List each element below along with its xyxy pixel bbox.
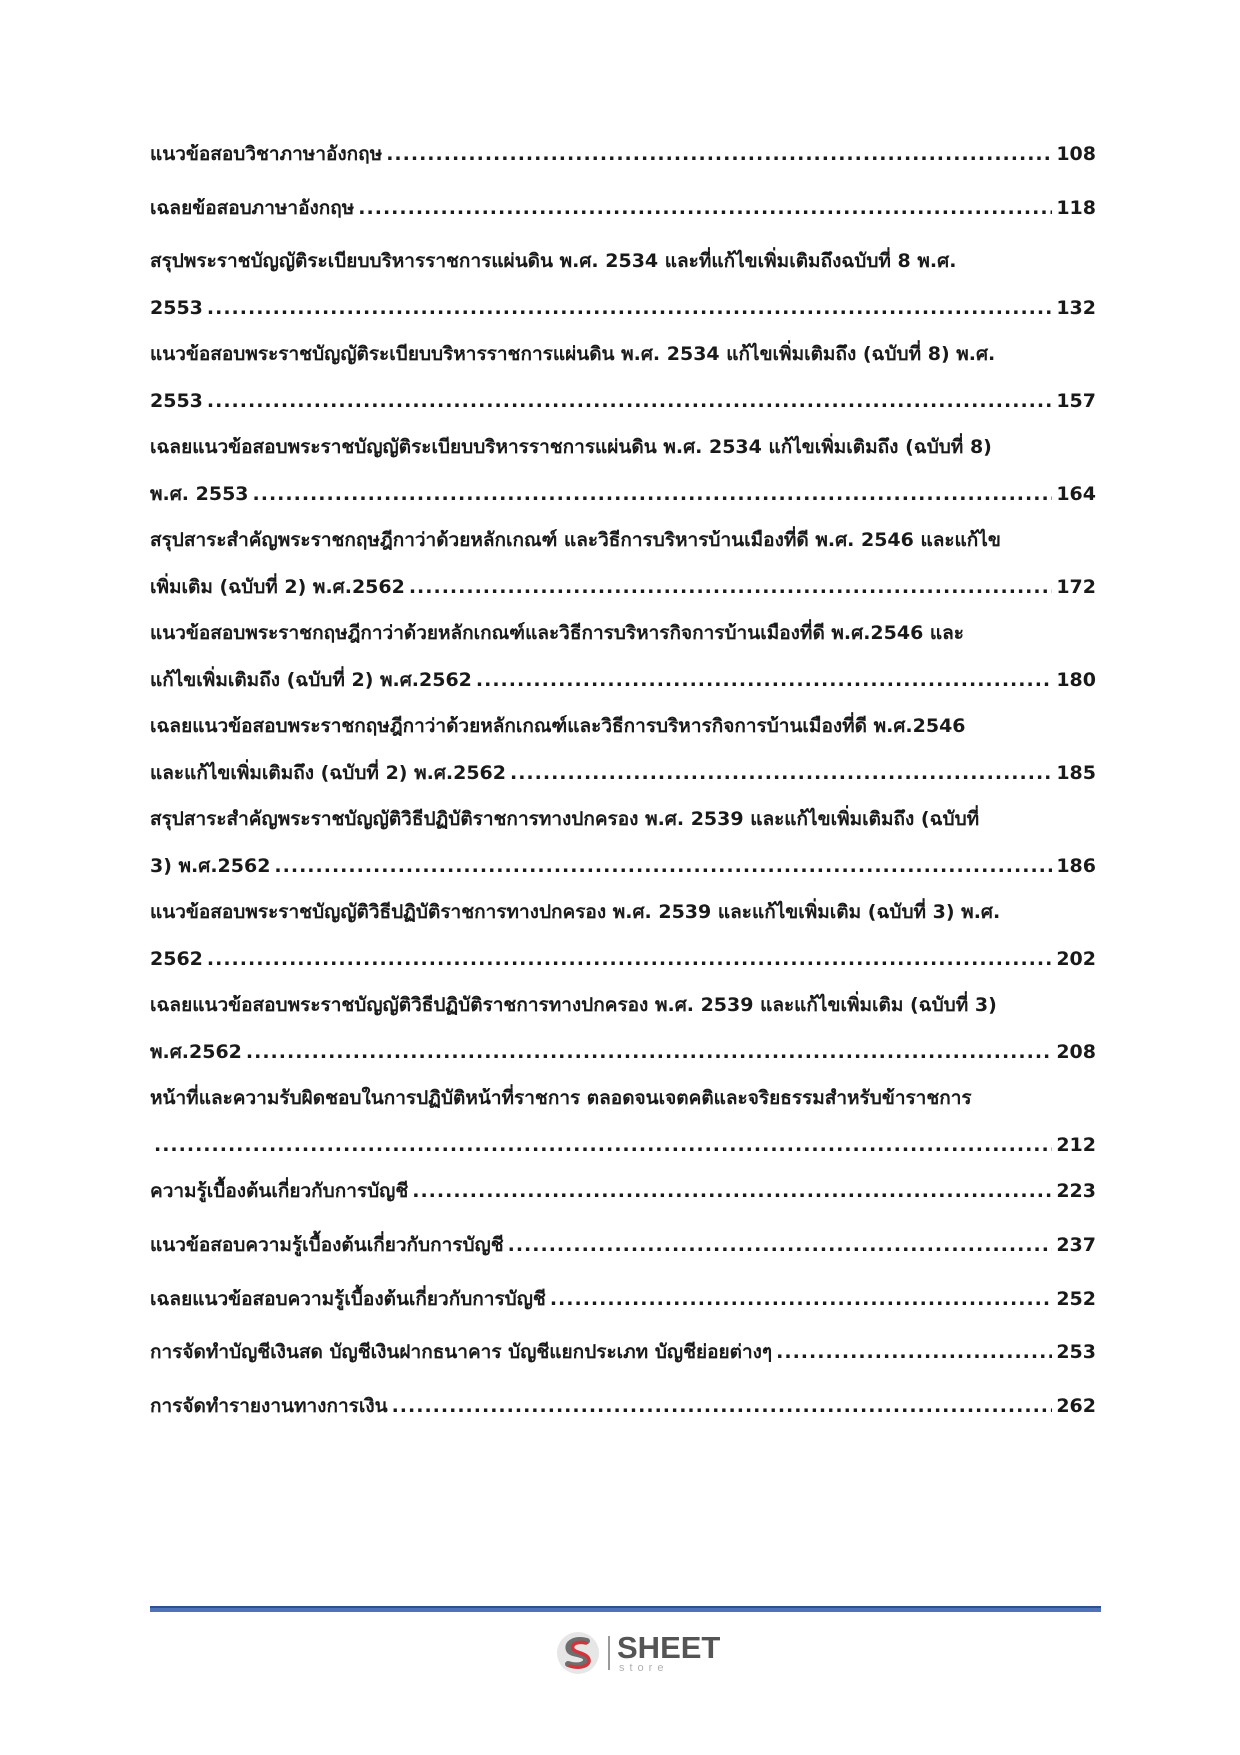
dot-leader [550, 1286, 1053, 1312]
dot-leader [154, 1132, 1052, 1158]
dot-leader [207, 946, 1052, 972]
toc-page-number: 202 [1056, 948, 1096, 970]
toc-entry-last-line [150, 141, 1096, 167]
toc-entry-title: เฉลยข้อสอบภาษาอังกฤษ [150, 197, 355, 219]
dot-leader [207, 295, 1052, 321]
dot-leader [476, 667, 1052, 693]
toc-page-number: 208 [1056, 1041, 1096, 1063]
dot-leader [274, 853, 1052, 879]
toc-entry-title: แก้ไขเพิ่มเติมถึง (ฉบับที่ 2) พ.ศ.2562 [150, 669, 472, 691]
toc-entry-line [150, 713, 1096, 739]
toc-entry-last-line [150, 1039, 1096, 1065]
toc-entry-last-line [150, 195, 1096, 221]
toc-entry-title: เฉลยแนวข้อสอบพระราชบัญญัติระเบียบบริหารราชการแผ่นดิน พ.ศ. 2534 แก้ไขเพิ่มเติมถึง (ฉบับที่ 8) [150, 436, 992, 458]
toc-page-number: 252 [1056, 1288, 1096, 1310]
toc-page-number: 157 [1056, 390, 1096, 412]
toc-page-number: 164 [1056, 483, 1096, 505]
toc-entry-last-line [150, 481, 1096, 507]
toc-entry-line [150, 1085, 1096, 1111]
toc-page-number: 108 [1056, 143, 1096, 165]
toc-entry-title: เฉลยแนวข้อสอบความรู้เบื้องต้นเกี่ยวกับการบัญชี [150, 1288, 546, 1310]
toc-entry-title: พ.ศ. 2553 [150, 483, 249, 505]
toc-entry-title: สรุปพระราชบัญญัติระเบียบบริหารราชการแผ่นดิน พ.ศ. 2534 และที่แก้ไขเพิ่มเติมถึงฉบับที่ 8 พ.ศ. [150, 250, 957, 272]
toc-entry-title: การจัดทำบัญชีเงินสด บัญชีเงินฝากธนาคาร บัญชีแยกประเภท บัญชีย่อยต่างๆ [150, 1341, 773, 1363]
toc-entry-title: ความรู้เบื้องต้นเกี่ยวกับการบัญชี [150, 1180, 409, 1202]
toc-entry-last-line [150, 946, 1096, 972]
toc-entry-last-line [150, 574, 1096, 600]
toc-entry-last-line [150, 1178, 1096, 1204]
toc-entry-title: แนวข้อสอบพระราชบัญญัติวิธีปฏิบัติราชการทางปกครอง พ.ศ. 2539 และแก้ไขเพิ่มเติม (ฉบับที่ 3) พ.ศ. [150, 901, 1001, 923]
dot-leader [207, 388, 1052, 414]
toc-entry-title: เพิ่มเติม (ฉบับที่ 2) พ.ศ.2562 [150, 576, 405, 598]
toc-entry-last-line [150, 667, 1096, 693]
toc-entry-title: เฉลยแนวข้อสอบพระราชกฤษฎีกาว่าด้วยหลักเกณฑ์และวิธีการบริหารกิจการบ้านเมืองที่ดี พ.ศ.2546 [150, 715, 966, 737]
toc-page-number: 262 [1056, 1395, 1096, 1417]
toc-page-number: 118 [1056, 197, 1096, 219]
dot-leader [358, 195, 1052, 221]
toc-entry-last-line [150, 1286, 1096, 1312]
toc-entry-last-line [150, 1232, 1096, 1258]
toc-entry-title: สรุปสาระสำคัญพระราชบัญญัติวิธีปฏิบัติราชการทางปกครอง พ.ศ. 2539 และแก้ไขเพิ่มเติมถึง (ฉบับที่ [150, 808, 980, 830]
toc-entry-title: การจัดทำรายงานทางการเงิน [150, 1395, 388, 1417]
toc-entry-last-line [150, 1132, 1096, 1158]
dot-leader [510, 760, 1052, 786]
toc-page-number: 253 [1056, 1341, 1096, 1363]
logo-subtitle: store [619, 1662, 669, 1674]
toc-entry-title: แนวข้อสอบพระราชบัญญัติระเบียบบริหารราชการแผ่นดิน พ.ศ. 2534 แก้ไขเพิ่มเติมถึง (ฉบับที่ 8) พ.ศ. [150, 343, 996, 365]
toc-entry-title: และแก้ไขเพิ่มเติมถึง (ฉบับที่ 2) พ.ศ.2562 [150, 762, 506, 784]
toc-entry-title: หน้าที่และความรับผิดชอบในการปฏิบัติหน้าที่ราชการ ตลอดจนเจตคติและจริยธรรมสำหรับข้าราชการ [150, 1087, 972, 1109]
dot-leader [409, 574, 1053, 600]
toc-entry-last-line [150, 1393, 1096, 1419]
toc-page-number: 223 [1056, 1180, 1096, 1202]
toc-entry-line [150, 899, 1096, 925]
toc-entry-title: แนวข้อสอบพระราชกฤษฎีกาว่าด้วยหลักเกณฑ์และวิธีการบริหารกิจการบ้านเมืองที่ดี พ.ศ.2546 และ [150, 622, 965, 644]
dot-leader [392, 1393, 1053, 1419]
dot-leader [253, 481, 1053, 507]
toc-entry-line [150, 341, 1096, 367]
toc-page-number: 172 [1056, 576, 1096, 598]
toc-page-number: 186 [1056, 855, 1096, 877]
logo-divider [608, 1636, 610, 1670]
dot-leader [412, 1178, 1052, 1204]
toc-entry-title: 3) พ.ศ.2562 [150, 855, 271, 877]
toc-entry-last-line [150, 295, 1096, 321]
dot-leader [776, 1339, 1052, 1365]
toc-entry-title: แนวข้อสอบความรู้เบื้องต้นเกี่ยวกับการบัญชี [150, 1234, 504, 1256]
toc-page-number: 132 [1056, 297, 1096, 319]
sheet-store-logo-icon [555, 1630, 601, 1676]
toc-page-number: 212 [1056, 1134, 1096, 1156]
toc-entry-title: 2553 [150, 390, 203, 412]
toc-entry-line [150, 620, 1096, 646]
toc-entry-title: 2553 [150, 297, 203, 319]
toc-entry-title: แนวข้อสอบวิชาภาษาอังกฤษ [150, 143, 383, 165]
toc-entry-title: พ.ศ.2562 [150, 1041, 242, 1063]
dot-leader [508, 1232, 1053, 1258]
toc-entry-last-line [150, 853, 1096, 879]
toc-entry-last-line [150, 760, 1096, 786]
toc-entry-line [150, 248, 1096, 274]
toc-page-number: 180 [1056, 669, 1096, 691]
toc-entry-last-line [150, 388, 1096, 414]
sheet-store-logo [555, 1630, 725, 1682]
toc-entry-title: 2562 [150, 948, 203, 970]
toc-entry-line [150, 806, 1096, 832]
logo-wordmark: SHEET [617, 1630, 721, 1665]
toc-entry-title: เฉลยแนวข้อสอบพระราชบัญญัติวิธีปฏิบัติราชการทางปกครอง พ.ศ. 2539 และแก้ไขเพิ่มเติม (ฉบับที่ 3) [150, 994, 997, 1016]
toc-page-number: 237 [1056, 1234, 1096, 1256]
footer-rule [150, 1606, 1101, 1612]
toc-entry-last-line [150, 1339, 1096, 1365]
toc-page-number: 185 [1056, 762, 1096, 784]
toc-entry-line [150, 527, 1096, 553]
dot-leader [386, 141, 1052, 167]
toc-entry-line [150, 992, 1096, 1018]
dot-leader [246, 1039, 1052, 1065]
toc-entry-title: สรุปสาระสำคัญพระราชกฤษฎีกาว่าด้วยหลักเกณฑ์ และวิธีการบริหารบ้านเมืองที่ดี พ.ศ. 2546 และแก้ไข [150, 529, 1001, 551]
toc-entry-line [150, 434, 1096, 460]
